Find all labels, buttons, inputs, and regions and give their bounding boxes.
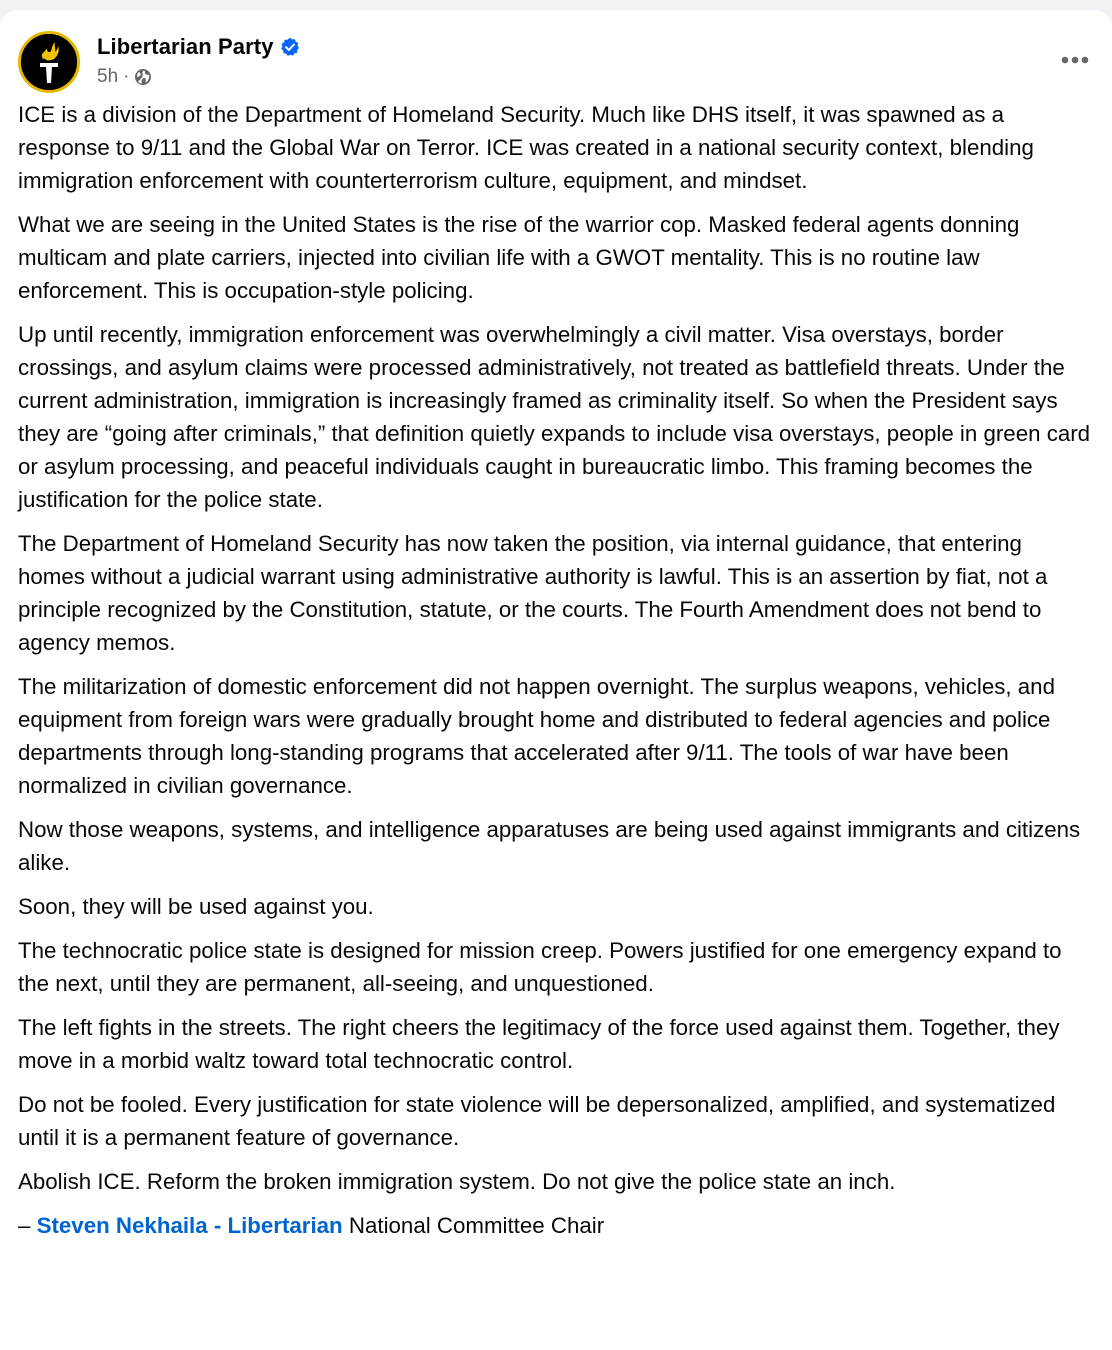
post-paragraph: The left fights in the streets. The right cheers the legitimacy of the force used against them. Together, they move in a morbid waltz toward total technocratic control. (18, 1015, 1060, 1073)
more-options-button[interactable] (1058, 48, 1092, 72)
torch-logo-icon (21, 34, 77, 90)
meta-separator: · (123, 66, 130, 87)
post-paragraph: What we are seeing in the United States is the rise of the warrior cop. Masked federal agents donning multicam and plate carriers, injected into civilian life with a GWOT mentality. This is no routine law enforcement. This is occupation-style policing. (18, 212, 1020, 303)
globe-icon[interactable] (134, 68, 152, 86)
more-horizontal-icon (1060, 56, 1090, 64)
post-timestamp[interactable]: 5h (97, 66, 119, 87)
author-row (97, 32, 300, 62)
signature-prefix: – (18, 1213, 37, 1238)
avatar[interactable] (18, 31, 80, 93)
post-paragraph: Abolish ICE. Reform the broken immigration system. Do not give the police state an inch. (18, 1169, 896, 1194)
post-paragraph: Do not be fooled. Every justification for state violence will be depersonalized, amplified, and systematized until it is a permanent feature of governance. (18, 1092, 1056, 1150)
verified-badge-icon (280, 37, 300, 57)
post-paragraph: Up until recently, immigration enforcement was overwhelmingly a civil matter. Visa overstays, border crossings, and asylum claims were processed administratively, not treated as battlefield threats. Under the current administration, immigration is increasingly framed as criminality itself. So when the President says they are “going after criminals,” that definition quietly expands to include visa overstays, people in green card or asylum processing, and peaceful individuals caught in bureaucratic limbo. This framing becomes the justification for the police state. (18, 322, 1091, 512)
author-name[interactable]: Libertarian Party (97, 34, 274, 59)
signature-profile-link[interactable]: Steven Nekhaila - Libertarian (36, 1213, 343, 1238)
post-signature (18, 1209, 1094, 1242)
post-paragraph: The militarization of domestic enforcement did not happen overnight. The surplus weapons, vehicles, and equipment from foreign wars were gradually brought home and distributed to federal agencies and police departments through long-standing programs that accelerated after 9/11. The tools of war have been normalized in civilian governance. (18, 674, 1055, 798)
post-paragraph: Now those weapons, systems, and intelligence apparatuses are being used against immigrants and citizens alike. (18, 817, 1081, 875)
signature-suffix: National Committee Chair (342, 1213, 605, 1238)
post-header (0, 10, 1112, 98)
post-card (0, 10, 1112, 1350)
post-paragraph: ICE is a division of the Department of Homeland Security. Much like DHS itself, it was spawned as a response to 9/11 and the Global War on Terror. ICE was created in a national security context, blending immigration enforcement with counterterrorism culture, equipment, and mindset. (18, 102, 1034, 193)
post-paragraph: The Department of Homeland Security has now taken the position, via internal guidance, that entering homes without a judicial warrant using administrative authority is lawful. This is an assertion by fiat, not a principle recognized by the Constitution, statute, or the courts. The Fourth Amendment does not bend to agency memos. (18, 531, 1048, 655)
post-meta (97, 66, 300, 88)
post-paragraph: The technocratic police state is designed for mission creep. Powers justified for one emergency expand to the next, until they are permanent, all-seeing, and unquestioned. (18, 938, 1062, 996)
post-body (0, 98, 1112, 1242)
post-paragraph: Soon, they will be used against you. (18, 894, 374, 919)
author-block (97, 32, 300, 88)
